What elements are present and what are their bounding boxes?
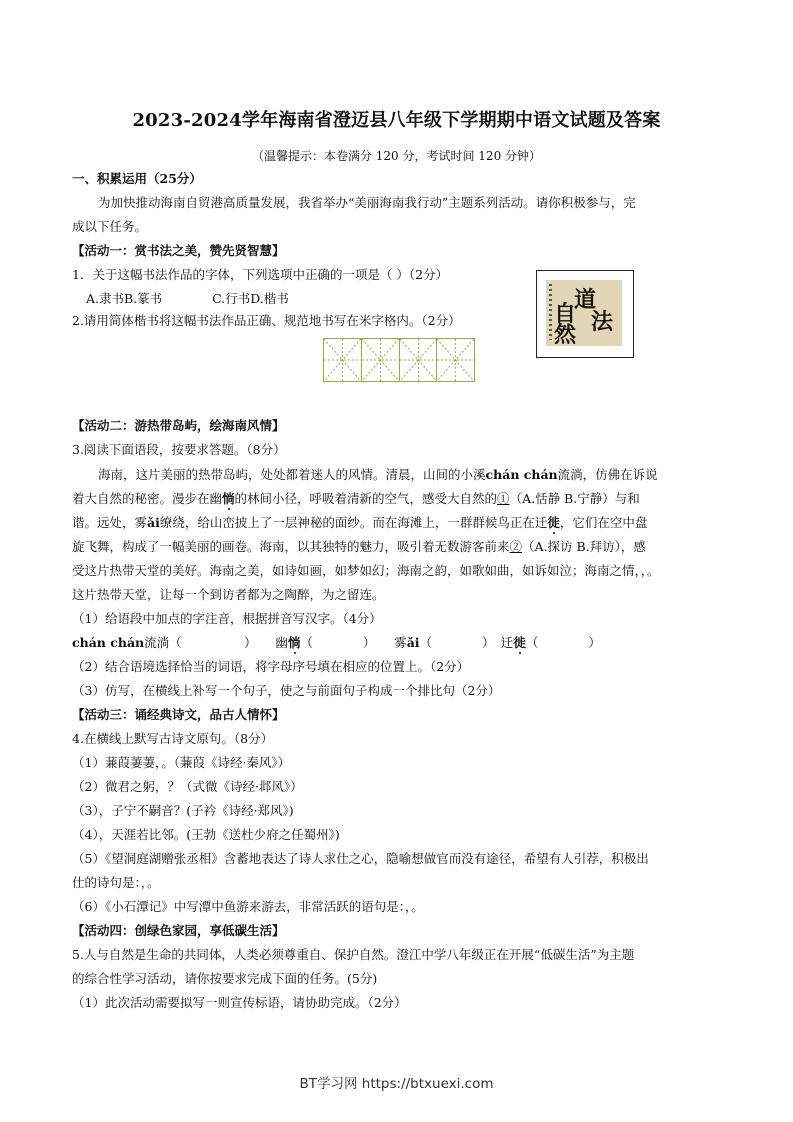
- sub-question: （2）结合语境选择恰当的词语，将字母序号填在相应的位置上。（2分）: [72, 659, 470, 674]
- question-3: 3.阅读下面语段，按要求答题。（8分）: [72, 442, 286, 457]
- blank-2: ②: [509, 539, 523, 554]
- question-5: 的综合性学习活动，请你按要求完成下面的任务。(5分): [72, 971, 378, 986]
- calligraphy-image: [536, 270, 634, 358]
- section-heading: 一、积累运用（25分）: [72, 171, 202, 186]
- intro-line: 为加快推动海南自贸港高质量发展，我省举办“美丽海南我行动”主题系列活动。请你积极参与，完: [98, 195, 636, 210]
- sub-question: （4），天涯若比邻。(王勃《送杜少府之任蜀州》): [72, 827, 340, 842]
- mi-grid-cell[interactable]: [362, 339, 400, 381]
- passage-line: 旋飞舞，构成了一幅美丽的画卷。海南，以其独特的魅力，吸引着无数游客前来②（A.探访 B.拜访），感: [72, 539, 646, 554]
- mi-grid-cell[interactable]: [437, 339, 474, 381]
- question-1: 1．关于这幅书法作品的字体，下列选项中正确的一项是（ ）（2分）: [72, 267, 449, 282]
- mi-grid: [323, 338, 475, 382]
- question-5: 5.人与自然是生命的共同体，人类必须尊重自、保护自然。澄江中学八年级正在开展“低碳生活”为主题: [72, 947, 635, 962]
- mi-grid-cell[interactable]: [400, 339, 438, 381]
- sub-question: （3）仿写，在横线上补写一个句子，使之与前面句子构成一个排比句（2分）: [72, 683, 501, 698]
- question-1-options: A.隶书B.篆书 C.行书D.楷书: [86, 291, 289, 306]
- dotted-char: 惝: [287, 635, 301, 650]
- dotted-char: 徙: [513, 635, 526, 650]
- calligraphy-char: 然: [554, 322, 577, 348]
- passage-line: 谐。远处，雾ǎi缭绕，给山峦披上了一层神秘的面纱。而在海滩上，一群群候鸟正在迁徙，它们在空中盘: [72, 515, 648, 530]
- sub-question: （1）给语段中加点的字注音，根据拼音写汉字。（4分）: [72, 611, 382, 626]
- question-2: 2.请用简体楷书将这幅书法作品正确、规范地书写在米字格内。（2分）: [72, 313, 461, 328]
- sub-question: （5）《望洞庭湖赠张丞相》含蓄地表达了诗人求仕之心，隐喻想做官而没有途径，希望有人引荐，积极出: [72, 851, 649, 866]
- passage-line: 这片热带天堂，让每一个到访者都为之陶醉，为之留连。: [72, 587, 385, 602]
- exam-note: （温馨提示：本卷满分 120 分，考试时间 120 分钟）: [251, 149, 542, 163]
- pinyin: ǎi: [406, 635, 420, 650]
- calligraphy-char: 道: [574, 287, 597, 313]
- activity-heading: 【活动三：诵经典诗文，品古人情怀】: [72, 707, 285, 722]
- mi-grid-cell[interactable]: [324, 339, 362, 381]
- calligraphy-char: 自: [554, 301, 577, 327]
- dotted-char: 徙: [547, 515, 560, 530]
- passage-line: 海南，这片美丽的热带岛屿，处处都着迷人的风情。清晨，山间的小溪chán chán流淌，仿佛在诉说: [98, 467, 658, 482]
- blank-1: ①: [497, 491, 510, 506]
- calligraphy-char: 法: [591, 309, 614, 335]
- pinyin-answer-line: chán chán流淌（ ） 幽惝（ ） 雾ǎi（ ） 迁徙（ ）: [72, 635, 601, 650]
- sub-question: （2）微君之躬，？（式微《诗经·邶风》）: [72, 779, 303, 794]
- sub-question: （1）此次活动需要拟写一则宣传标语，请协助完成。（2分）: [72, 995, 407, 1010]
- site-footer: BT学习网 https://btxuexi.com: [299, 1076, 494, 1092]
- dotted-char: 惝: [222, 491, 235, 506]
- pinyin: chán chán: [485, 467, 558, 482]
- activity-heading: 【活动二：游热带岛屿，绘海南风情】: [72, 418, 285, 433]
- intro-line: 成以下任务。: [72, 219, 148, 234]
- sub-question: （3），子宁不嗣音？(子衿《诗经·郑风》): [72, 803, 294, 818]
- passage-line: 着大自然的秘密。漫步在幽惝的林间小径，呼吸着清新的空气，感受大自然的①（A.恬静 B.宁静）与和: [72, 491, 640, 506]
- sub-question: 仕的诗句是：，。: [72, 875, 160, 890]
- pinyin: ǎi: [147, 515, 160, 530]
- signature-mark: [549, 284, 552, 340]
- passage-line: 受这片热带天堂的美好。海南之美，如诗如画，如梦如幻；海南之韵，如歌如曲，如诉如泣；海南之情，，。: [72, 563, 660, 578]
- sub-question: （6）《小石潭记》中写潭中鱼游来游去，非常活跃的语句是：，。: [72, 899, 424, 914]
- document-title: 2023-2024学年海南省澄迈县八年级下学期期中语文试题及答案: [132, 110, 661, 131]
- sub-question: （1）蒹葭萋萋，。（蒹葭《诗经·秦风》）: [72, 755, 291, 770]
- question-4: 4.在横线上默写古诗文原句。（8分）: [72, 731, 274, 746]
- activity-heading: 【活动一：赏书法之美，赞先贤智慧】: [72, 243, 285, 258]
- pinyin: chán chán: [72, 635, 145, 650]
- activity-heading: 【活动四：创绿色家园，享低碳生活】: [72, 923, 285, 938]
